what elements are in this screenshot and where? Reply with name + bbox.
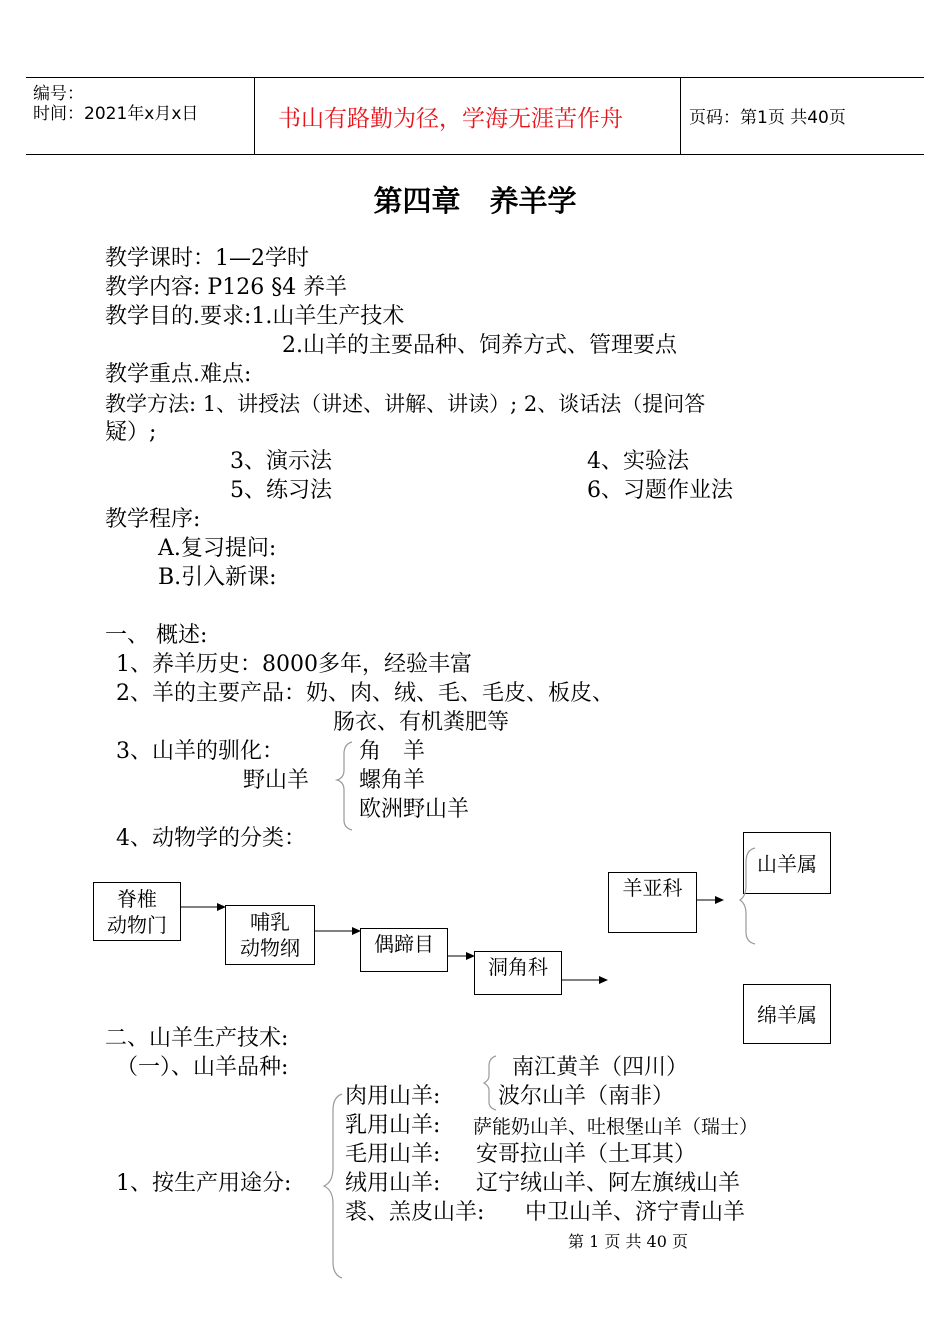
dairy-goat-value: 萨能奶山羊、吐根堡山羊（瑞士） bbox=[473, 1116, 759, 1138]
wool-goat-label: 毛用山羊: bbox=[345, 1142, 441, 1167]
taxonomy-family-label: 洞角科 bbox=[488, 955, 548, 979]
taxonomy-class-line-2: 动物纲 bbox=[240, 936, 300, 960]
section-1-item-4: 4、动物学的分类： bbox=[116, 826, 306, 851]
teaching-methods-cont: 疑）; bbox=[105, 420, 157, 445]
taxonomy-phylum-line-2: 动物门 bbox=[107, 913, 167, 937]
page-title: 第四章 养羊学 bbox=[373, 184, 577, 218]
method-3: 3、演示法 bbox=[230, 449, 332, 474]
domestication-brace bbox=[337, 742, 352, 830]
taxonomy-class-line-1: 哺乳 bbox=[250, 910, 290, 934]
section-1-item-2: 2、羊的主要产品：奶、肉、绒、毛、毛皮、板皮、 bbox=[116, 681, 614, 706]
teaching-goal-1: 教学目的.要求:1.山羊生产技术 bbox=[105, 304, 405, 329]
wool-goat-value: 安哥拉山羊（土耳其） bbox=[476, 1142, 697, 1167]
cashmere-goat-label: 绒用山羊: bbox=[345, 1171, 441, 1196]
footer-page-number: 第 1 页 共 40 页 bbox=[568, 1232, 688, 1251]
meat-breeds-brace bbox=[484, 1056, 496, 1110]
doc-number-label: 编号： bbox=[33, 84, 84, 104]
taxonomy-phylum-line-1: 脊椎 bbox=[117, 887, 157, 911]
section-2-heading: 二、山羊生产技术: bbox=[105, 1026, 289, 1051]
genus-brace bbox=[740, 848, 755, 944]
fur-goat-label: 裘、羔皮山羊: bbox=[345, 1200, 485, 1225]
wild-goat-label: 野山羊 bbox=[243, 768, 310, 793]
header-page-info: 页码：第1页 共40页 bbox=[689, 108, 846, 128]
section-1-item-2-cont: 肠衣、有机粪肥等 bbox=[333, 710, 510, 735]
method-4: 4、实验法 bbox=[587, 449, 689, 474]
procedure-a: A.复习提问: bbox=[158, 536, 277, 561]
meat-goat-label: 肉用山羊: bbox=[345, 1084, 441, 1109]
method-5: 5、练习法 bbox=[230, 478, 332, 503]
key-points: 教学重点.难点: bbox=[105, 362, 252, 387]
by-use-label: 1、按生产用途分: bbox=[116, 1171, 292, 1196]
teaching-content: 教学内容: P126 §4 养羊 bbox=[105, 275, 348, 300]
teaching-hours: 教学课时：1—2学时 bbox=[105, 246, 309, 271]
taxonomy-sheep-genus-label: 绵羊属 bbox=[757, 1003, 817, 1027]
meat-breed-2: 波尔山羊（南非） bbox=[498, 1084, 675, 1109]
meat-breed-1: 南江黄羊（四川） bbox=[512, 1055, 689, 1080]
method-6: 6、习题作业法 bbox=[587, 478, 733, 503]
time-label: 时间：2021年x月x日 bbox=[33, 104, 199, 124]
teaching-goal-2: 2.山羊的主要品种、饲养方式、管理要点 bbox=[282, 333, 677, 358]
goat-type-3: 欧洲野山羊 bbox=[359, 797, 470, 822]
teaching-procedure: 教学程序: bbox=[105, 507, 201, 532]
header-motto: 书山有路勤为径，学海无涯苦作舟 bbox=[278, 106, 623, 132]
procedure-b: B.引入新课: bbox=[158, 565, 277, 590]
goat-type-1: 角 羊 bbox=[359, 739, 426, 764]
fur-goat-value: 中卫山羊、济宁青山羊 bbox=[525, 1200, 746, 1225]
taxonomy-goat-genus-label: 山羊属 bbox=[757, 852, 817, 876]
section-1-heading: 一、 概述: bbox=[105, 623, 208, 648]
section-1-item-3: 3、山羊的驯化： bbox=[116, 739, 284, 764]
taxonomy-subfamily-label: 羊亚科 bbox=[622, 876, 683, 900]
section-2-sub-1: （一）、山羊品种: bbox=[116, 1055, 289, 1080]
teaching-methods: 教学方法: 1、讲授法（讲述、讲解、讲读）; 2、谈话法（提问答 bbox=[105, 392, 706, 416]
dairy-goat-label: 乳用山羊: bbox=[345, 1113, 441, 1138]
cashmere-goat-value: 辽宁绒山羊、阿左旗绒山羊 bbox=[476, 1171, 741, 1196]
production-use-brace bbox=[324, 1094, 342, 1278]
section-1-item-1: 1、养羊历史：8000多年，经验丰富 bbox=[116, 652, 472, 677]
goat-type-2: 螺角羊 bbox=[359, 768, 426, 793]
taxonomy-order-label: 偶蹄目 bbox=[374, 932, 434, 956]
